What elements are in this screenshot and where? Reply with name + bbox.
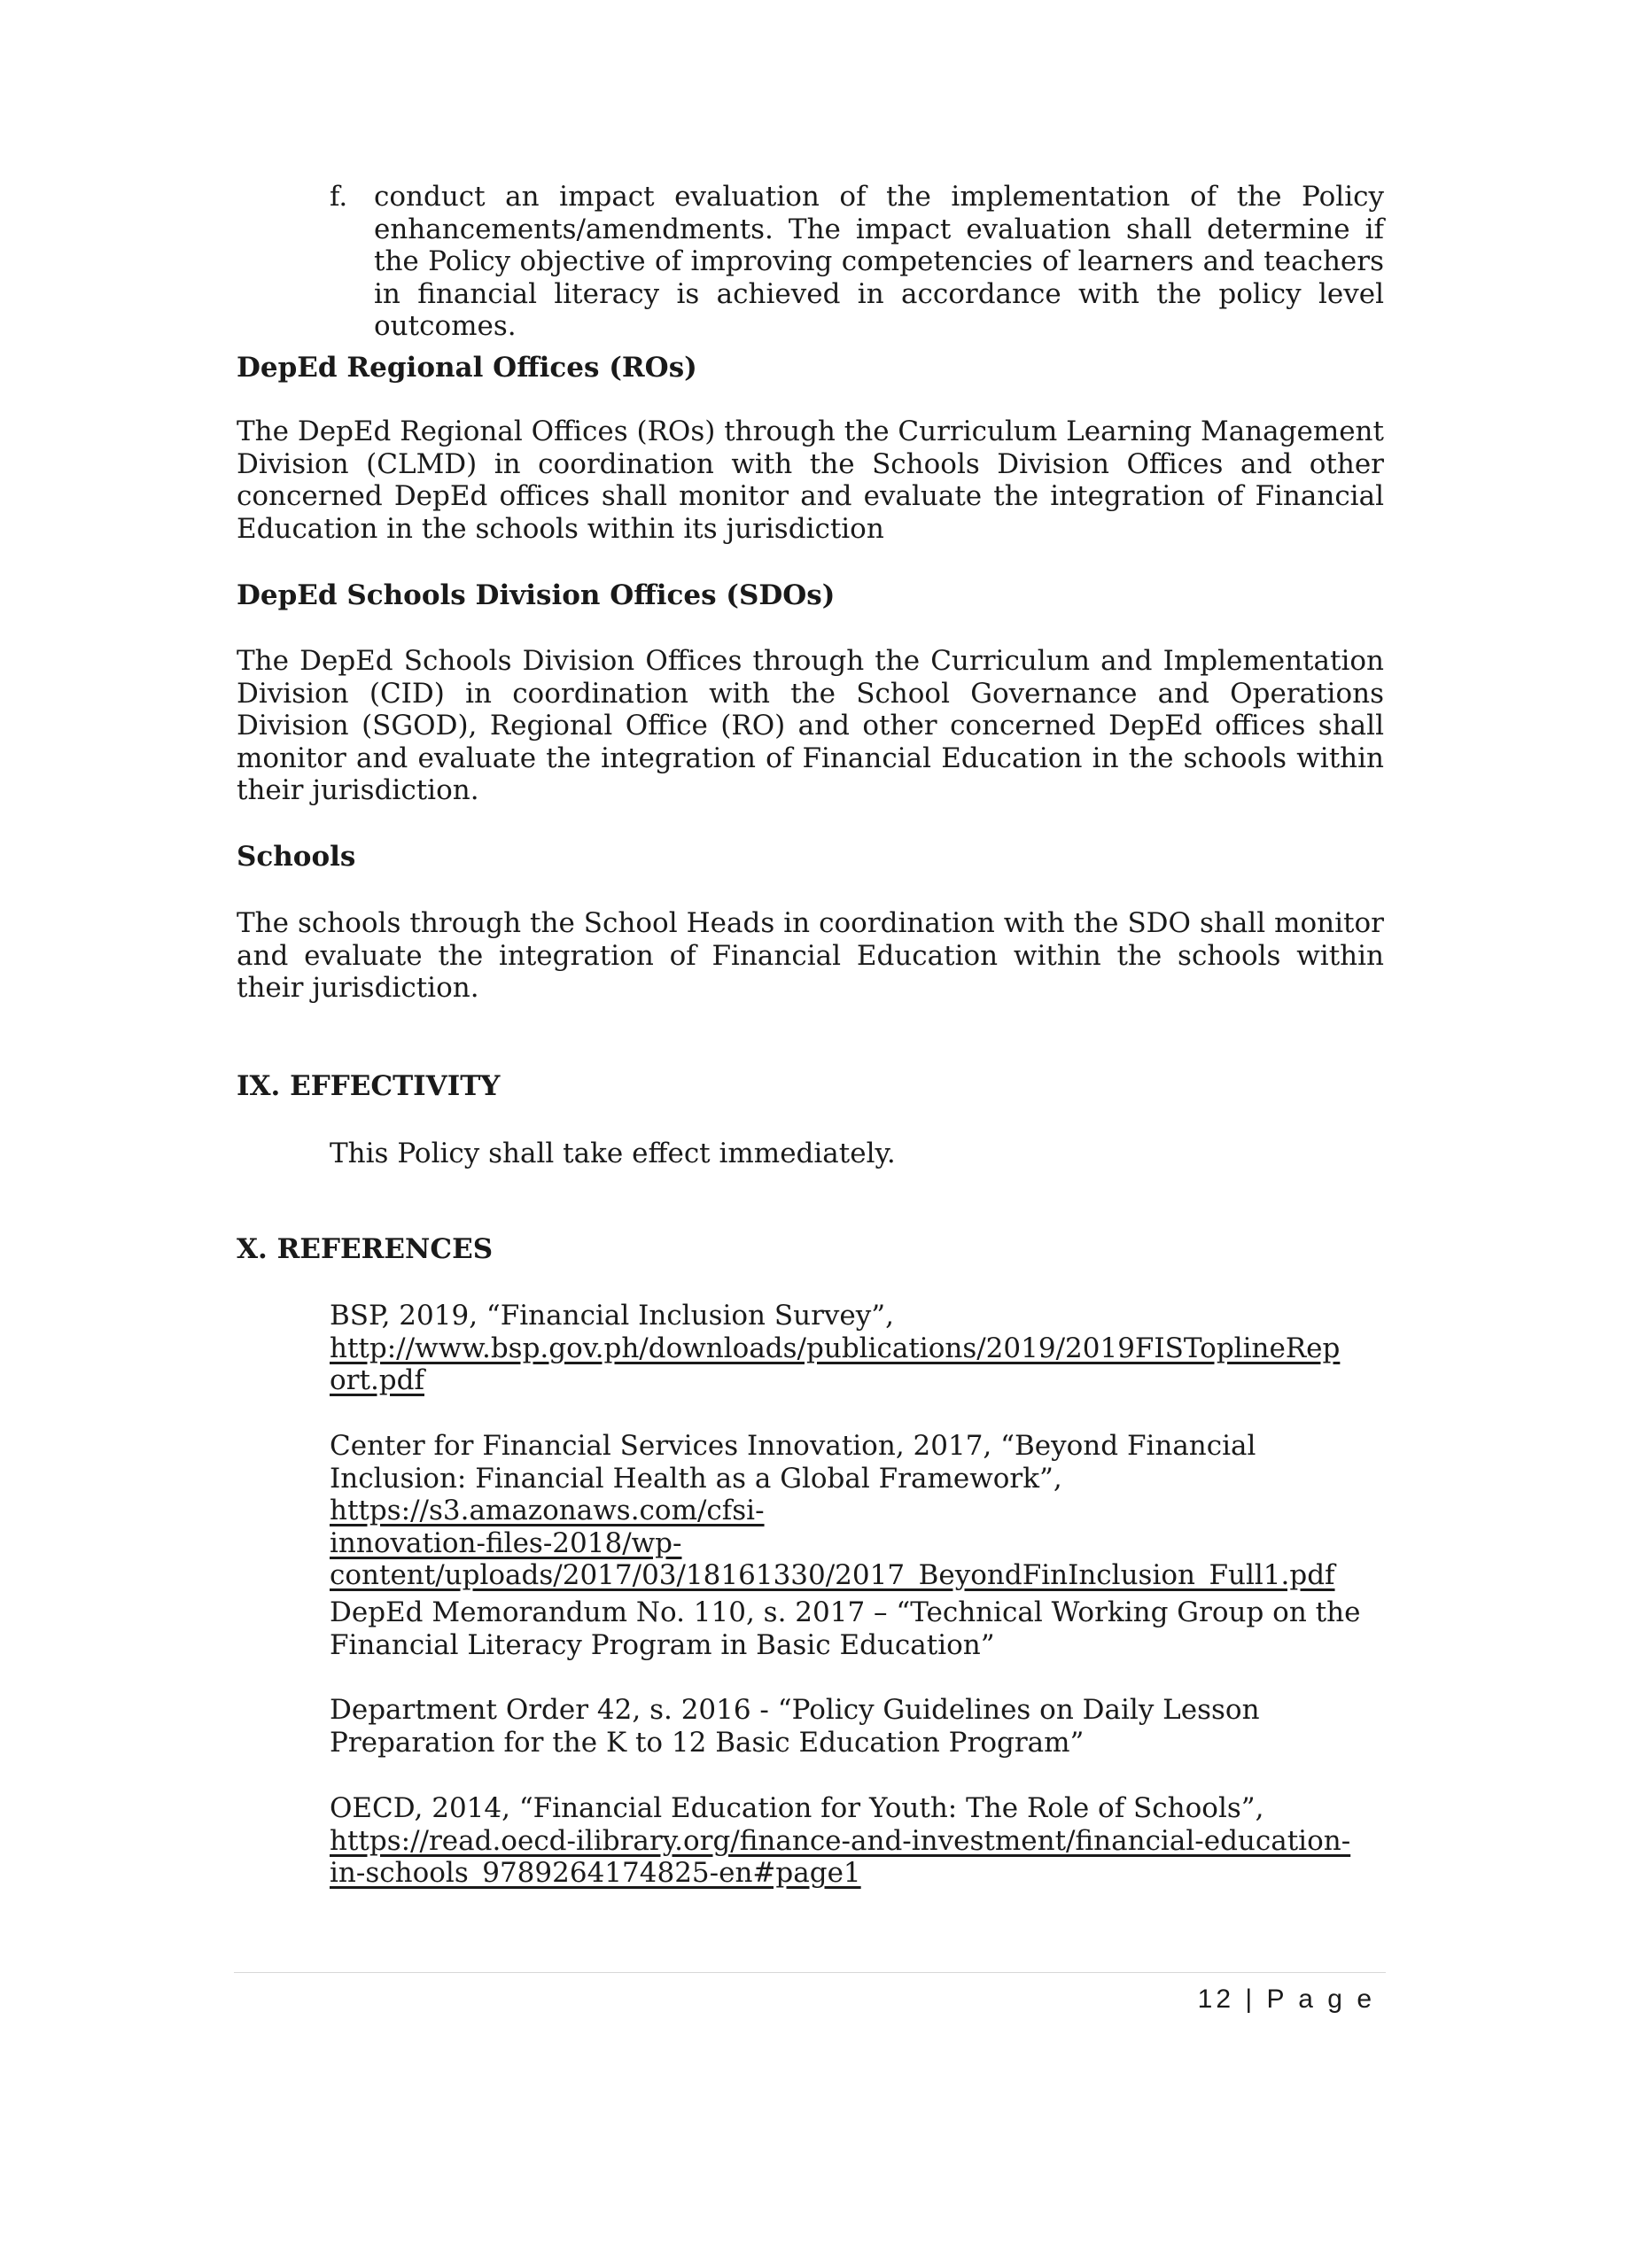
reference-item <box>330 1694 1384 1759</box>
reference-link[interactable]: http://www.bsp.gov.ph/downloads/publications/2019/2019FISToplineRep <box>330 1332 1341 1364</box>
reference-link[interactable]: https://s3.amazonaws.com/cfsi- <box>330 1495 765 1526</box>
reference-item <box>330 1596 1384 1661</box>
section-heading-effectivity: IX. EFFECTIVITY <box>237 1070 501 1102</box>
reference-text: OECD, 2014, “Financial Education for Youth: The Role of Schools”, <box>330 1792 1264 1824</box>
paragraph-schools: The schools through the School Heads in coordination with the SDO shall monitor and evaluate the integration of Financial Education within the schools within their jurisdiction. <box>237 907 1384 1004</box>
reference-item <box>330 1300 1384 1397</box>
footer-divider <box>234 1972 1386 1973</box>
reference-text: Department Order 42, s. 2016 - “Policy Guidelines on Daily Lesson Preparation for the K to 12 Basic Education Program” <box>330 1694 1260 1759</box>
reference-link[interactable]: ort.pdf <box>330 1364 424 1396</box>
paragraph-regional-offices: The DepEd Regional Offices (ROs) through the Curriculum Learning Management Division (CLMD) in coordination with the Schools Division Offices and other concerned DepEd offices shall monitor and evaluate the integration of Financial Education in the schools within its jurisdiction <box>237 416 1384 545</box>
reference-link[interactable]: in-schools_9789264174825-en#page1 <box>330 1857 861 1889</box>
page-number: 12 | P a g e <box>1197 1984 1375 2014</box>
reference-link[interactable]: content/uploads/2017/03/18161330/2017_BeyondFinInclusion_Full1.pdf <box>330 1559 1335 1591</box>
paragraph-effectivity: This Policy shall take effect immediately. <box>330 1138 896 1169</box>
reference-text: BSP, 2019, “Financial Inclusion Survey”, <box>330 1300 894 1332</box>
section-heading-schools: Schools <box>237 841 356 873</box>
list-marker: f. <box>330 181 348 213</box>
reference-text: Center for Financial Services Innovation, 2017, “Beyond Financial Inclusion: Financial Health as a Global Framework”, <box>330 1430 1256 1495</box>
reference-link[interactable]: innovation-files-2018/wp- <box>330 1526 682 1559</box>
section-heading-regional-offices: DepEd Regional Offices (ROs) <box>237 352 697 384</box>
reference-item <box>330 1430 1384 1592</box>
list-item-text: conduct an impact evaluation of the implementation of the Policy enhancements/amendments. The impact evaluation shall determine if the Policy objective of improving competencies of learners and teachers in financial literacy is achieved in accordance with the policy level outcomes. <box>374 181 1384 342</box>
reference-text: DepEd Memorandum No. 110, s. 2017 – “Technical Working Group on the Financial Literacy Program in Basic Education” <box>330 1596 1361 1661</box>
paragraph-division-offices: The DepEd Schools Division Offices through the Curriculum and Implementation Division (CID) in coordination with the School Governance and Operations Division (SGOD), Regional Office (RO) and other concerned DepEd offices shall monitor and evaluate the integration of Financial Education in the schools within their jurisdiction. <box>237 645 1384 806</box>
reference-item <box>330 1792 1384 1890</box>
section-heading-division-offices: DepEd Schools Division Offices (SDOs) <box>237 579 836 611</box>
reference-link[interactable]: https://read.oecd-ilibrary.org/finance-and-investment/financial-education- <box>330 1824 1351 1857</box>
list-item-f <box>330 181 1384 343</box>
section-heading-references: X. REFERENCES <box>237 1233 494 1265</box>
